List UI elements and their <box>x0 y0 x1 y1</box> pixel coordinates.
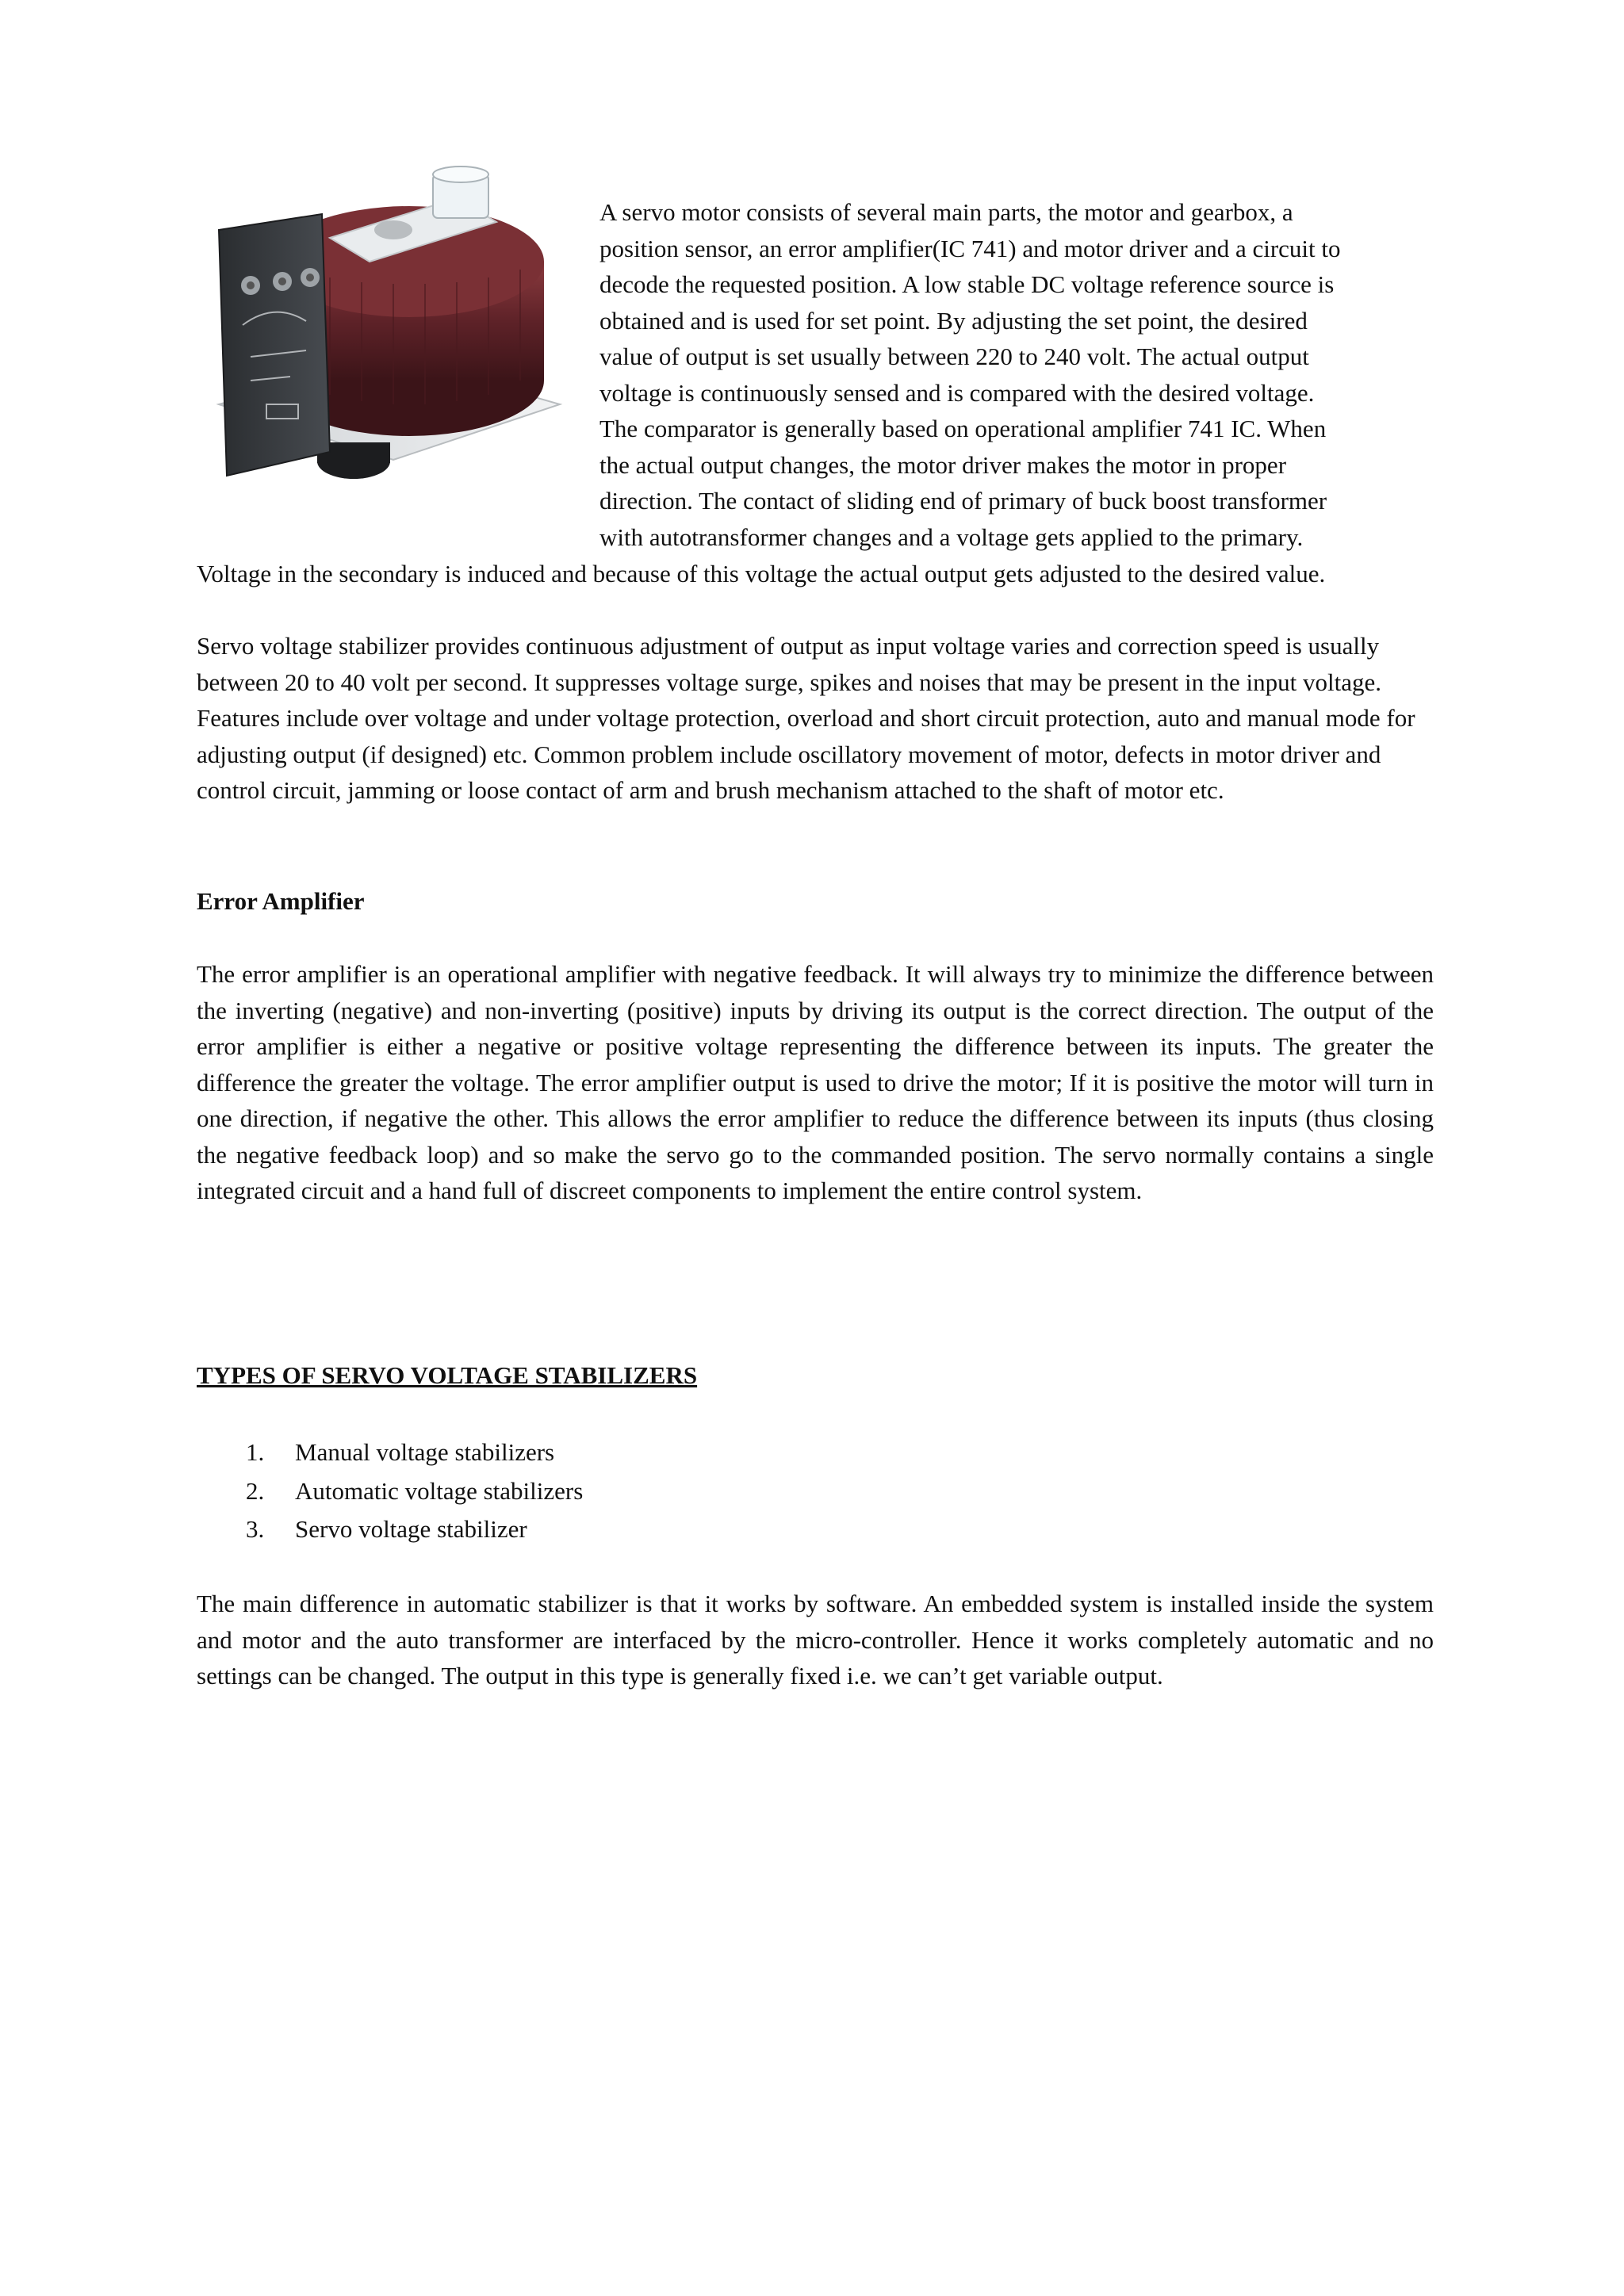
automatic-stabilizer-paragraph: The main difference in automatic stabilizer is that it works by software. An embedded system is installed inside the system and motor and the auto transformer are interfaced by the micro-controller. Hence it works completely automatic and no settings can be changed. The output in this type is generally fixed i.e. we can’t get variable output. <box>197 1590 1434 1689</box>
intro-line: A servo motor consists of several main parts, the motor and gearbox, a <box>599 198 1293 226</box>
intro-line: obtained and is used for set point. By adjusting the set point, the desired <box>599 306 1308 335</box>
intro-line: direction. The contact of sliding end of primary of buck boost transformer <box>599 487 1327 515</box>
stabilizer-paragraph: Servo voltage stabilizer provides continuous adjustment of output as input voltage varies and correction speed is usually between 20 to 40 volt per second. It suppresses voltage surge, spikes and noises that may be present in the input voltage. Features include over voltage and under voltage protection, overload and short circuit protection, auto and manual mode for adjusting output (if designed) etc. Common problem include oscillatory movement of motor, defects in motor driver and control circuit, jamming or loose contact of arm and brush mechanism attached to the shaft of motor etc. <box>197 632 1415 804</box>
intro-paragraph-continuation: Voltage in the secondary is induced and because of this voltage the actual output gets adjusted to the desired value. <box>197 560 1326 587</box>
list-number: 1. <box>246 1438 265 1466</box>
list-label: Servo voltage stabilizer <box>295 1515 527 1543</box>
list-number: 2. <box>246 1476 265 1505</box>
error-amplifier-heading: Error Amplifier <box>197 887 365 915</box>
servo-stabilizer-photo <box>195 143 568 492</box>
intro-line: the actual output changes, the motor driver makes the motor in proper <box>599 450 1287 479</box>
intro-line: value of output is set usually between 220 to 240 volt. The actual output <box>599 342 1309 370</box>
intro-line: The comparator is generally based on operational amplifier 741 IC. When <box>599 415 1327 442</box>
list-label: Automatic voltage stabilizers <box>295 1476 584 1505</box>
intro-line: voltage is continuously sensed and is compared with the desired voltage. <box>599 378 1315 407</box>
intro-line: with autotransformer changes and a voltage gets applied to the primary. <box>599 522 1304 551</box>
types-heading: TYPES OF SERVO VOLTAGE STABILIZERS <box>197 1361 698 1389</box>
list-item <box>197 1433 910 1472</box>
list-item <box>197 1472 910 1511</box>
types-list <box>197 1433 910 1549</box>
servo-stabilizer-illustration <box>195 143 568 492</box>
intro-line: position sensor, an error amplifier(IC 741) and motor driver and a circuit to <box>599 234 1341 262</box>
intro-line: decode the requested position. A low stable DC voltage reference source is <box>599 270 1335 298</box>
list-item <box>197 1510 910 1549</box>
list-number: 3. <box>246 1515 265 1543</box>
list-label: Manual voltage stabilizers <box>295 1438 555 1466</box>
intro-paragraph <box>599 194 1432 555</box>
error-amplifier-paragraph: The error amplifier is an operational amplifier with negative feedback. It will always try to minimize the difference between the inverting (negative) and non-inverting (positive) inputs by driving its output is the correct direction. The output of the error amplifier is either a negative or positive voltage representing the difference between its inputs. The greater the difference the greater the voltage. The error amplifier output is used to drive the motor; If it is positive the motor will turn in one direction, if negative the other. This allows the error amplifier to reduce the difference between its inputs (thus closing the negative feedback loop) and so make the servo go to the commanded position. The servo normally contains a single integrated circuit and a hand full of discreet components to implement the entire control system. <box>197 960 1434 1204</box>
